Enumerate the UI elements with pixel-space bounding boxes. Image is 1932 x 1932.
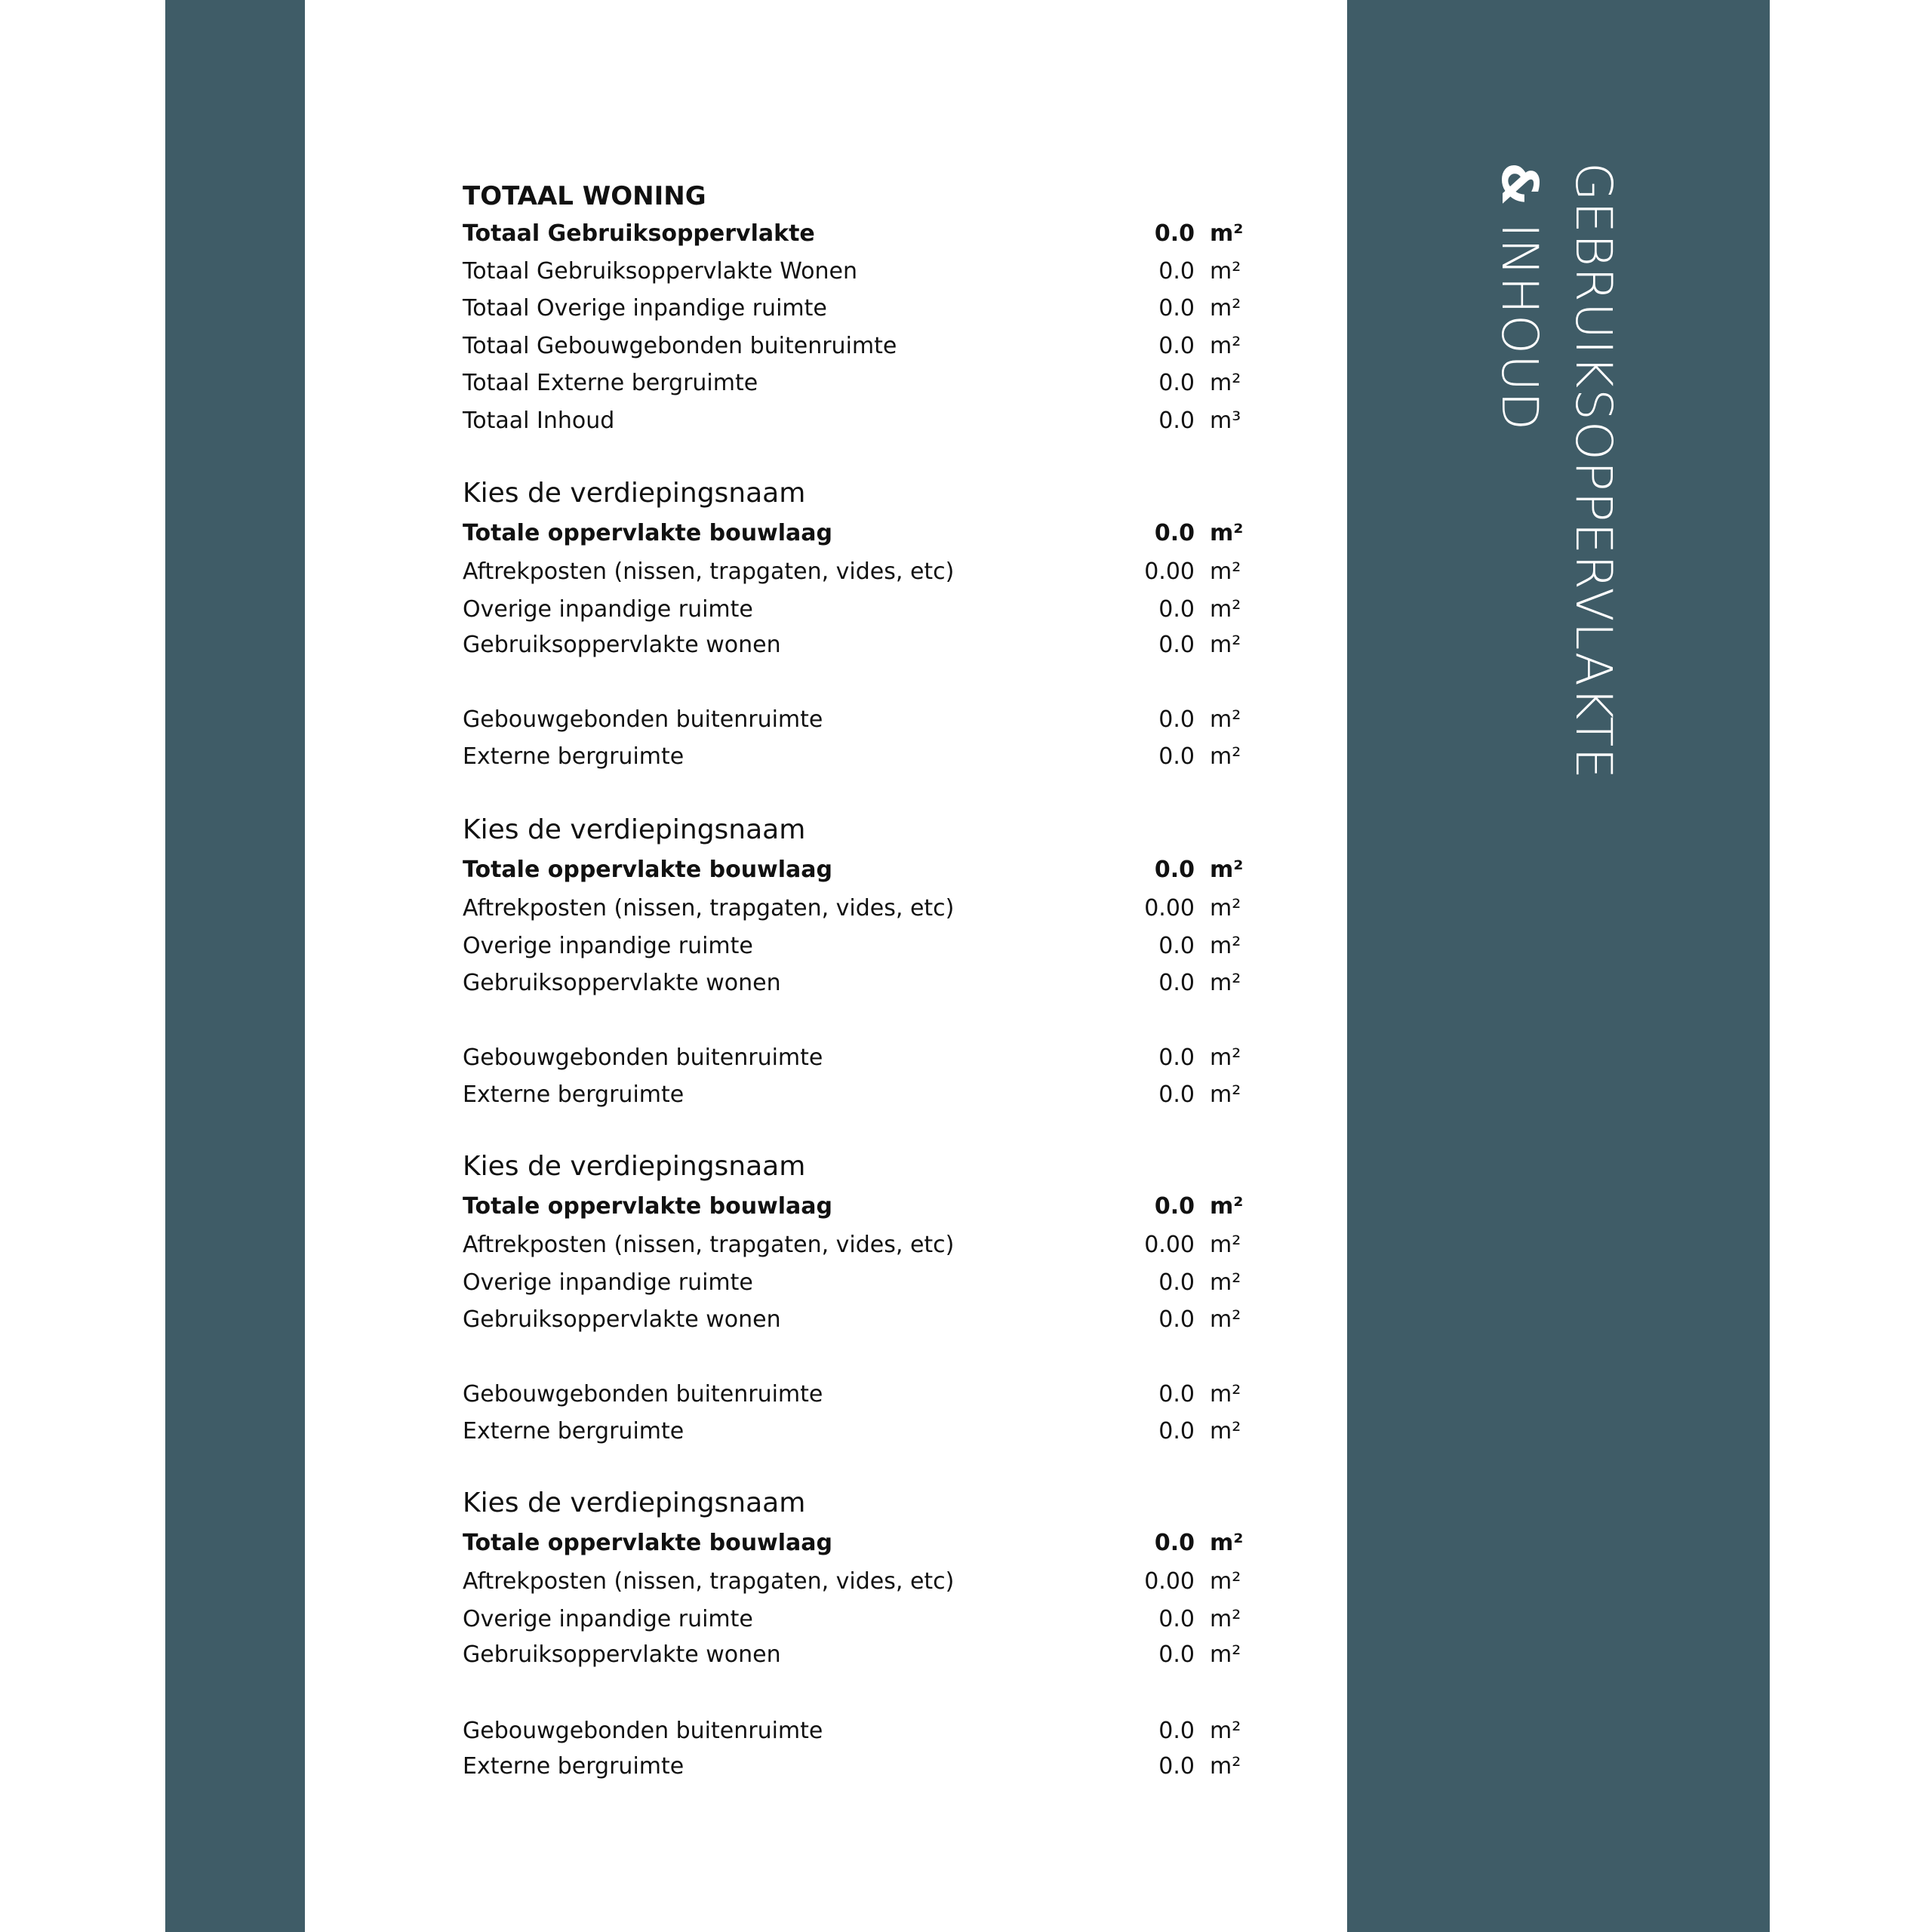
- floor-row: [463, 931, 1240, 961]
- row-label: Aftrekposten (nissen, trapgaten, vides, etc): [463, 895, 955, 921]
- row-unit: m²: [1210, 370, 1241, 396]
- row-label: Totaal Gebruiksoppervlakte: [463, 220, 815, 247]
- row-value: 0.0: [1158, 258, 1195, 285]
- left-decorative-band: [165, 0, 305, 1932]
- floor-row: [463, 1192, 1244, 1222]
- row-value: 0.00: [1144, 558, 1195, 585]
- floor-row: [463, 1380, 1240, 1410]
- row-label: Totaal Externe bergruimte: [463, 370, 758, 396]
- row-value: 0.00: [1144, 1568, 1195, 1595]
- row-value: 0.0: [1154, 857, 1195, 883]
- row-label: Totale oppervlakte bouwlaag: [463, 1193, 833, 1220]
- right-title-band: [1347, 0, 1770, 1932]
- row-value: 0.0: [1158, 1081, 1195, 1108]
- row-unit: m²: [1210, 333, 1241, 359]
- floor-row: [463, 855, 1244, 885]
- floor-row: [463, 1230, 1240, 1260]
- row-unit: m²: [1210, 1381, 1241, 1407]
- row-unit: m²: [1210, 743, 1241, 770]
- floor-row: [463, 1752, 1240, 1782]
- row-label: Gebouwgebonden buitenruimte: [463, 1044, 823, 1071]
- row-unit: m²: [1210, 1718, 1241, 1744]
- row-label: Overige inpandige ruimte: [463, 596, 753, 623]
- totaal-row: [463, 331, 1240, 361]
- floor-row: [463, 705, 1240, 735]
- row-unit: m²: [1210, 933, 1241, 959]
- floor-row: [463, 1528, 1244, 1558]
- side-title-line-2-text: INHOUD: [1491, 206, 1549, 432]
- row-value: 0.0: [1158, 295, 1195, 321]
- row-value: 0.0: [1158, 933, 1195, 959]
- row-label: Totaal Gebruiksoppervlakte Wonen: [463, 258, 857, 285]
- floor-row: [463, 1716, 1240, 1746]
- row-value: 0.0: [1158, 1753, 1195, 1780]
- totaal-row: [463, 219, 1244, 249]
- row-value: 0.0: [1154, 1193, 1195, 1220]
- row-value: 0.0: [1154, 220, 1195, 247]
- row-value: 0.0: [1158, 1381, 1195, 1407]
- floor-row: [463, 1043, 1240, 1073]
- row-value: 0.00: [1144, 1232, 1195, 1258]
- side-title-line-2: [1491, 162, 1549, 431]
- row-value: 0.0: [1158, 1269, 1195, 1296]
- floor-heading: Kies de verdiepingsnaam: [463, 1487, 806, 1518]
- row-unit: m²: [1210, 1306, 1241, 1333]
- row-unit: m²: [1210, 1232, 1241, 1258]
- floor-row: [463, 1417, 1240, 1447]
- ampersand: &: [1491, 162, 1549, 207]
- row-unit: m²: [1210, 295, 1241, 321]
- floor-heading: Kies de verdiepingsnaam: [463, 814, 806, 845]
- floor-heading: Kies de verdiepingsnaam: [463, 478, 806, 509]
- row-unit: m²: [1210, 1568, 1241, 1595]
- row-unit: m²: [1210, 632, 1241, 658]
- floor-row: [463, 1268, 1240, 1298]
- row-label: Externe bergruimte: [463, 1081, 685, 1108]
- row-value: 0.0: [1158, 1044, 1195, 1071]
- row-value: 0.0: [1158, 632, 1195, 658]
- row-unit: m²: [1210, 706, 1241, 733]
- row-label: Totaal Gebouwgebonden buitenruimte: [463, 333, 897, 359]
- row-label: Gebruiksoppervlakte wonen: [463, 1306, 781, 1333]
- row-value: 0.0: [1158, 408, 1195, 434]
- row-unit: m³: [1210, 408, 1241, 434]
- totaal-row: [463, 368, 1240, 398]
- row-label: Gebouwgebonden buitenruimte: [463, 1381, 823, 1407]
- floor-row: [463, 1080, 1240, 1110]
- row-value: 0.0: [1158, 370, 1195, 396]
- row-label: Externe bergruimte: [463, 1753, 685, 1780]
- row-label: Totale oppervlakte bouwlaag: [463, 1530, 833, 1556]
- row-unit: m²: [1210, 895, 1241, 921]
- row-unit: m²: [1210, 1641, 1241, 1668]
- totaal-row: [463, 294, 1240, 324]
- floor-row: [463, 894, 1240, 924]
- row-label: Aftrekposten (nissen, trapgaten, vides, etc): [463, 1232, 955, 1258]
- floor-heading: Kies de verdiepingsnaam: [463, 1151, 806, 1182]
- row-unit: m²: [1210, 558, 1241, 585]
- row-value: 0.0: [1158, 1418, 1195, 1444]
- side-title-line-1: GEBRUIKSOPPERVLAKTE: [1564, 162, 1623, 780]
- floor-row: [463, 595, 1240, 625]
- row-value: 0.0: [1158, 970, 1195, 996]
- row-value: 0.0: [1158, 1641, 1195, 1668]
- row-unit: m²: [1210, 220, 1244, 247]
- row-unit: m²: [1210, 1193, 1244, 1220]
- floor-row: [463, 742, 1240, 772]
- floor-row: [463, 1567, 1240, 1597]
- row-value: 0.0: [1154, 520, 1195, 546]
- row-value: 0.0: [1158, 1306, 1195, 1333]
- row-label: Overige inpandige ruimte: [463, 1606, 753, 1632]
- row-label: Overige inpandige ruimte: [463, 933, 753, 959]
- row-unit: m²: [1210, 1753, 1241, 1780]
- row-label: Gebruiksoppervlakte wonen: [463, 1641, 781, 1668]
- row-unit: m²: [1210, 258, 1241, 285]
- row-label: Gebouwgebonden buitenruimte: [463, 706, 823, 733]
- floor-row: [463, 1305, 1240, 1335]
- row-value: 0.0: [1158, 333, 1195, 359]
- totaal-woning-heading: TOTAAL WONING: [463, 181, 706, 211]
- row-value: 0.0: [1158, 743, 1195, 770]
- row-label: Totaal Overige inpandige ruimte: [463, 295, 827, 321]
- row-label: Totale oppervlakte bouwlaag: [463, 520, 833, 546]
- floor-row: [463, 1604, 1240, 1635]
- row-label: Totaal Inhoud: [463, 408, 615, 434]
- row-label: Totale oppervlakte bouwlaag: [463, 857, 833, 883]
- row-unit: m²: [1210, 1418, 1241, 1444]
- row-label: Gebruiksoppervlakte wonen: [463, 632, 781, 658]
- row-unit: m²: [1210, 520, 1244, 546]
- row-label: Aftrekposten (nissen, trapgaten, vides, etc): [463, 558, 955, 585]
- row-label: Externe bergruimte: [463, 743, 685, 770]
- floor-row: [463, 518, 1244, 549]
- row-unit: m²: [1210, 1081, 1241, 1108]
- row-value: 0.0: [1158, 1718, 1195, 1744]
- row-unit: m²: [1210, 1606, 1241, 1632]
- row-value: 0.00: [1144, 895, 1195, 921]
- row-label: Gebouwgebonden buitenruimte: [463, 1718, 823, 1744]
- row-label: Overige inpandige ruimte: [463, 1269, 753, 1296]
- floor-row: [463, 1640, 1240, 1670]
- totaal-row: [463, 257, 1240, 287]
- floor-row: [463, 630, 1240, 660]
- row-value: 0.0: [1158, 1606, 1195, 1632]
- row-unit: m²: [1210, 857, 1244, 883]
- floor-row: [463, 968, 1240, 998]
- row-label: Aftrekposten (nissen, trapgaten, vides, etc): [463, 1568, 955, 1595]
- row-unit: m²: [1210, 1044, 1241, 1071]
- totaal-row: [463, 406, 1240, 436]
- row-unit: m²: [1210, 1269, 1241, 1296]
- row-value: 0.0: [1154, 1530, 1195, 1556]
- row-value: 0.0: [1158, 706, 1195, 733]
- floor-row: [463, 557, 1240, 587]
- row-value: 0.0: [1158, 596, 1195, 623]
- row-unit: m²: [1210, 1530, 1244, 1556]
- row-label: Externe bergruimte: [463, 1418, 685, 1444]
- row-unit: m²: [1210, 970, 1241, 996]
- row-label: Gebruiksoppervlakte wonen: [463, 970, 781, 996]
- row-unit: m²: [1210, 596, 1241, 623]
